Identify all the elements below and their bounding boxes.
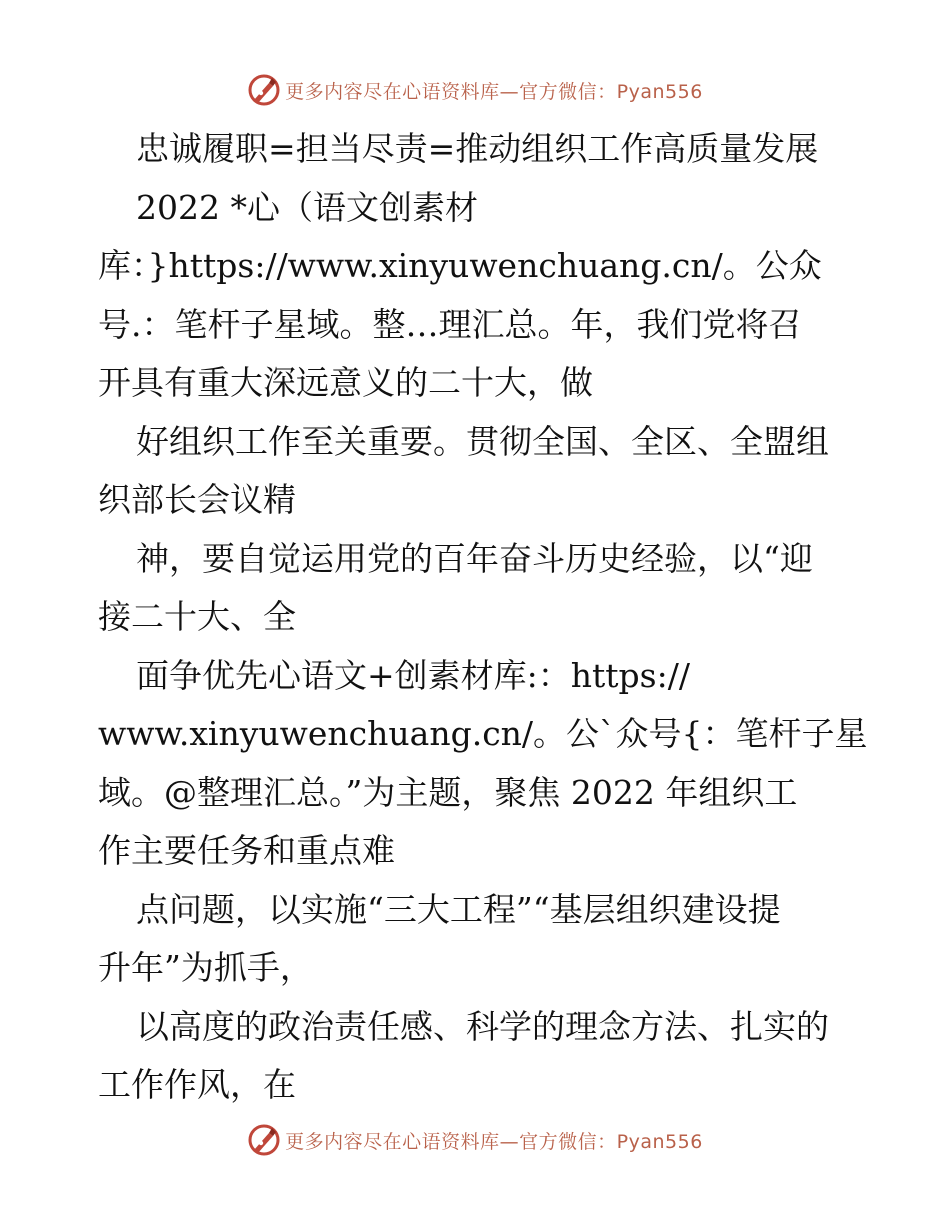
text-line: 号.：笔杆子星域。整…理汇总。年，我们党将召 (98, 304, 802, 344)
text-line: 工作作风，在 (98, 1065, 296, 1104)
pen-logo-icon (247, 1123, 281, 1157)
text-line: 好组织工作至关重要。贯彻全国、全区、全盟组 (136, 421, 829, 461)
text-line: 作主要任务和重点难 (98, 831, 395, 870)
document-body (98, 120, 878, 1115)
text-line: 神，要自觉运用党的百年奋斗历史经验，以“迎 (136, 538, 813, 578)
text-line: 域。@整理汇总。”为主题，聚焦 2022 年组织工 (98, 772, 798, 812)
text-line: 织部长会议精 (98, 480, 296, 519)
text-line: 升年”为抓手， (98, 948, 313, 987)
header-banner (0, 70, 950, 110)
text-line: 忠诚履职=担当尽责=推动组织工作高质量发展 (136, 129, 819, 168)
banner-text: 更多内容尽在心语资料库—官方微信：Pyan556 (285, 80, 703, 103)
text-line: 点问题，以实施“三大工程”“基层组织建设提 (136, 889, 781, 929)
footer-banner (0, 1120, 950, 1160)
text-line: 接二十大、全 (98, 597, 296, 636)
text-line: 开具有重大深远意义的二十大，做 (98, 363, 593, 402)
text-line: 面争优先心语文+创素材库:：https:// (136, 655, 690, 695)
pen-logo-icon (247, 73, 281, 107)
text-line: www.xinyuwenchuang.cn/。公`众号{：笔杆子星 (98, 714, 868, 753)
text-line: 2022 *心（语文创素材 (136, 187, 478, 227)
text-line: 库：}https://www.xinyuwenchuang.cn/。公众 (98, 246, 822, 285)
text-line: 以高度的政治责任感、科学的理念方法、扎实的 (136, 1006, 829, 1046)
banner-text: 更多内容尽在心语资料库—官方微信：Pyan556 (285, 1130, 703, 1153)
